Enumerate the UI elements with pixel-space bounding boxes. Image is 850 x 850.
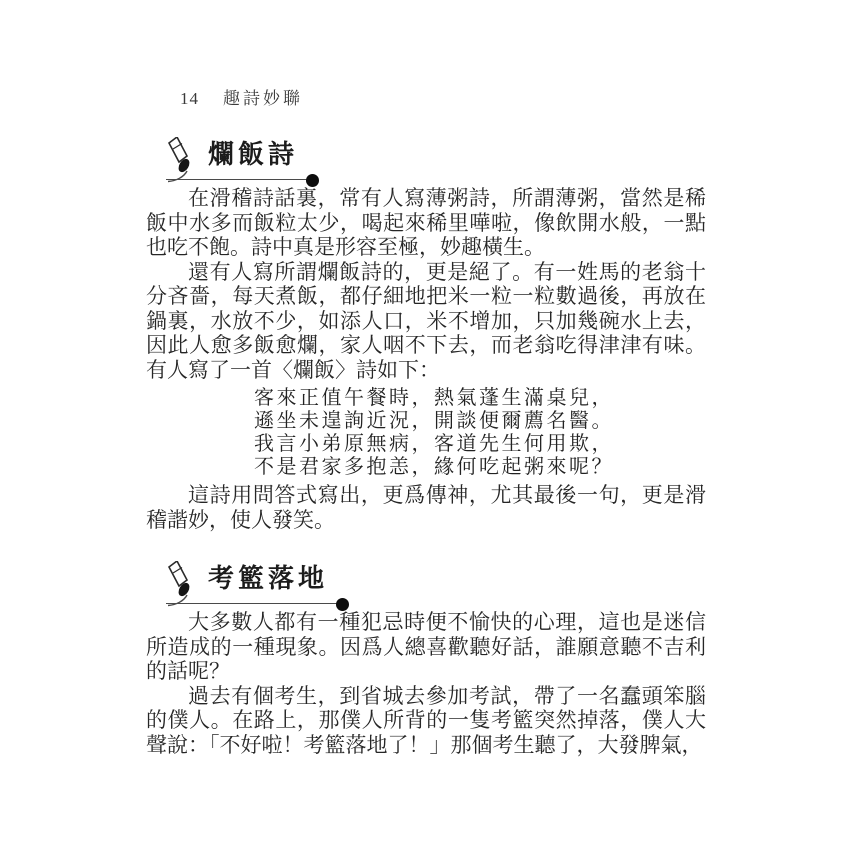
paragraph: 過去有個考生，到省城去參加考試，帶了一名蠢頭笨腦的僕人。在路上，那僕人所背的一隻考籃突然掉落，僕人大聲說：「不好啦！考籃落地了！」那個考生聽了，大發脾氣， [146,683,706,757]
section-title: 爛飯詩 [208,140,299,169]
poem-block [254,387,706,479]
paragraph: 這詩用問答式寫出，更爲傳神，尤其最後一句，更是滑稽諧妙，使人發笑。 [146,483,706,532]
brush-pen-icon [166,561,198,599]
section-title: 考籃落地 [208,564,329,593]
poem-line: 我言小弟原無病，客道先生何用欺， [254,433,614,455]
paragraph: 在滑稽詩話裏，常有人寫薄粥詩，所謂薄粥，當然是稀飯中水多而飯粒太少，喝起來稀里嘩啦，像飲開水般，一點也吃不飽。詩中真是形容至極，妙趣橫生。 [146,186,706,259]
running-head [180,84,706,108]
section-header-lanfanshi [166,134,316,180]
book-title: 趣詩妙聯 [223,89,303,108]
poem-line: 不是君家多抱恙，緣何吃起粥來呢？ [254,456,614,478]
paragraph: 還有人寫所謂爛飯詩的，更是絕了。有一姓馬的老翁十分吝嗇，每天煮飯，都仔細地把米一粒一粒數過後，再放在鍋裏，水放不少，如添人口，米不增加，只加幾碗水上去，因此人愈多飯愈爛，家人咽不下去，而老翁吃得津津有味。有人寫了一首〈爛飯〉詩如下： [146,259,706,382]
poem-line: 遜坐未遑詢近況，開談便爾薦名醫。 [254,410,614,432]
poem-line: 客來正值午餐時，熱氣蓬生滿桌兒， [254,387,614,409]
brush-pen-icon [166,137,198,175]
page-number: 14 [180,89,199,108]
section-header-kaolanluodi [166,558,346,604]
paragraph: 大多數人都有一種犯忌時便不愉快的心理，這也是迷信所造成的一種現象。因爲人總喜歡聽好話，誰願意聽不吉利的話呢？ [146,610,706,683]
